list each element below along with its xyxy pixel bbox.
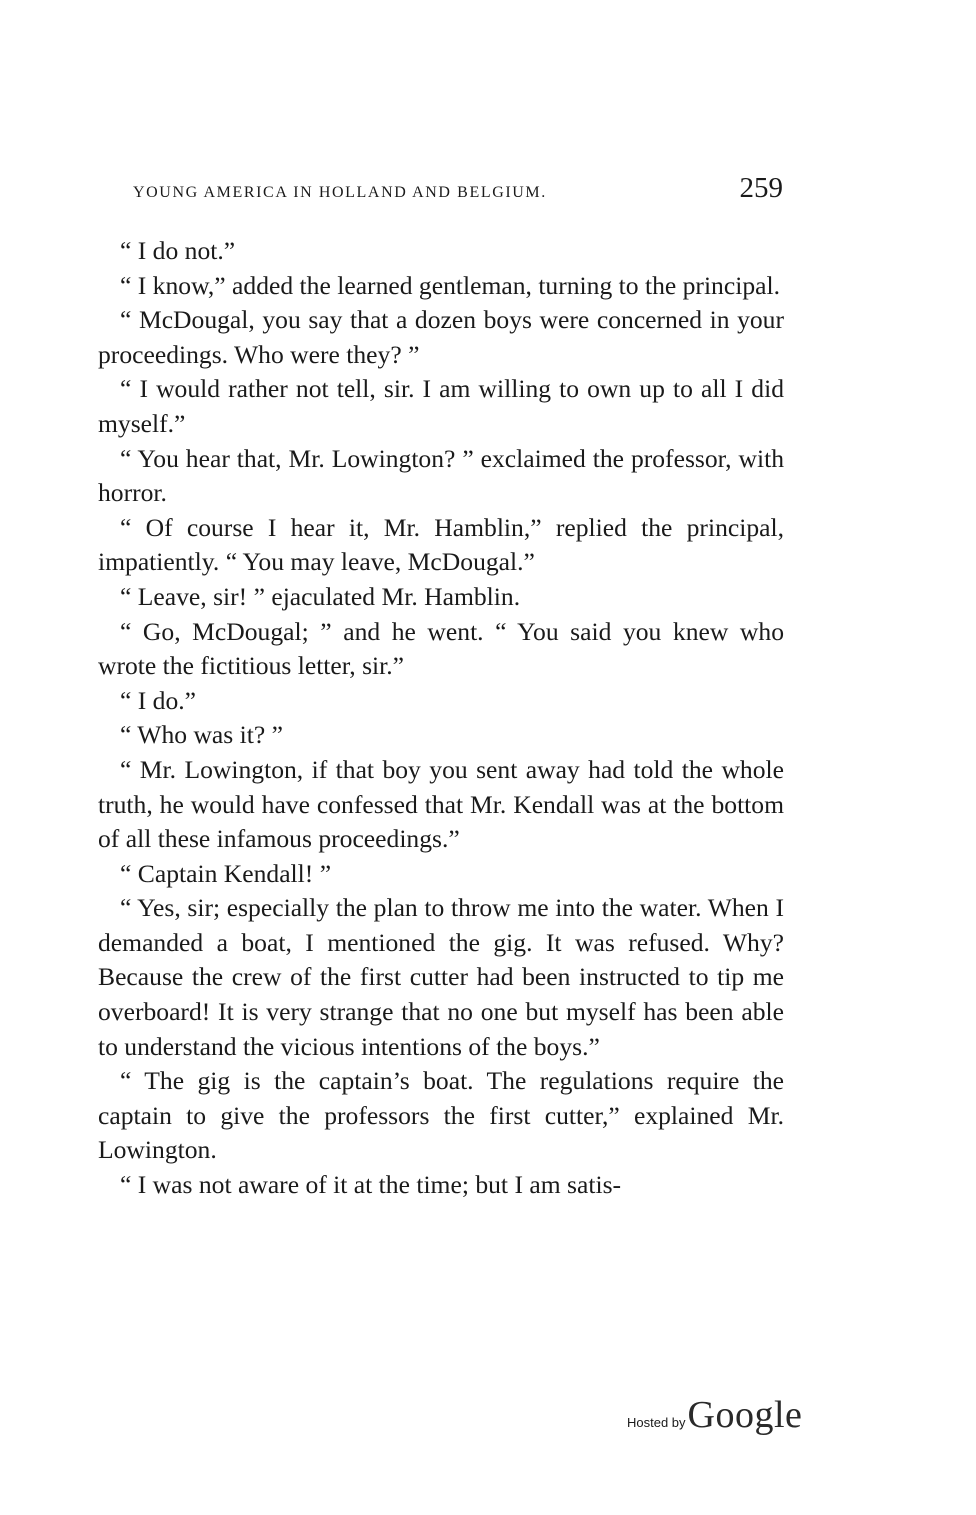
hosted-by-label: Hosted by [627, 1415, 686, 1430]
google-logo: Google [687, 1394, 803, 1436]
paragraph: “ I would rather not tell, sir. I am willing to own up to all I did myself.” [98, 374, 784, 438]
paragraph: “ Yes, sir; especially the plan to throw me into the water. When I demanded a boat, I mentioned the gig. It was refused. Why? Because the crew of the first cutter had been instructed to tip me overboard! It is very strange that no one but myself has been able to understand the vicious intentions of the boys.” [98, 893, 784, 1061]
paragraph: “ I do not.” [120, 236, 236, 265]
hosted-by-google-mark [627, 1393, 837, 1443]
paragraph: “ Who was it? ” [120, 720, 283, 750]
paragraph: “ Leave, sir! ” ejaculated Mr. Hamblin. [120, 581, 521, 611]
paragraph: “ Of course I hear it, Mr. Hamblin,” replied the principal, impatiently. “ You may leave, McDougal.” [98, 512, 784, 577]
paragraph: “ Go, McDougal; ” and he went. “ You said you knew who wrote the fictitious letter, sir.” [98, 616, 784, 681]
paragraph: “ I was not aware of it at the time; but I am satis- [120, 1170, 622, 1200]
paragraph: “ Mr. Lowington, if that boy you sent away had told the whole truth, he would have confessed that Mr. Kendall was at the bottom of all these infamous proceedings.” [98, 754, 784, 854]
page-number: 259 [739, 172, 783, 204]
paragraph: “ The gig is the captain’s boat. The regulations require the captain to give the professors the first cutter,” explained Mr. Lowington. [98, 1066, 784, 1165]
paragraph: “ I do.” [120, 685, 197, 715]
paragraph: “ I know,” added the learned gentleman, turning to the principal. [120, 270, 780, 300]
paragraph: “ McDougal, you say that a dozen boys were concerned in your proceedings. Who were they? ” [98, 305, 784, 369]
paragraph: “ You hear that, Mr. Lowington? ” exclaimed the professor, with horror. [98, 443, 784, 508]
running-title: YOUNG AMERICA IN HOLLAND AND BELGIUM. [133, 184, 547, 201]
paragraph: “ Captain Kendall! ” [120, 858, 332, 888]
running-head [133, 172, 783, 206]
body-text [98, 234, 784, 1203]
